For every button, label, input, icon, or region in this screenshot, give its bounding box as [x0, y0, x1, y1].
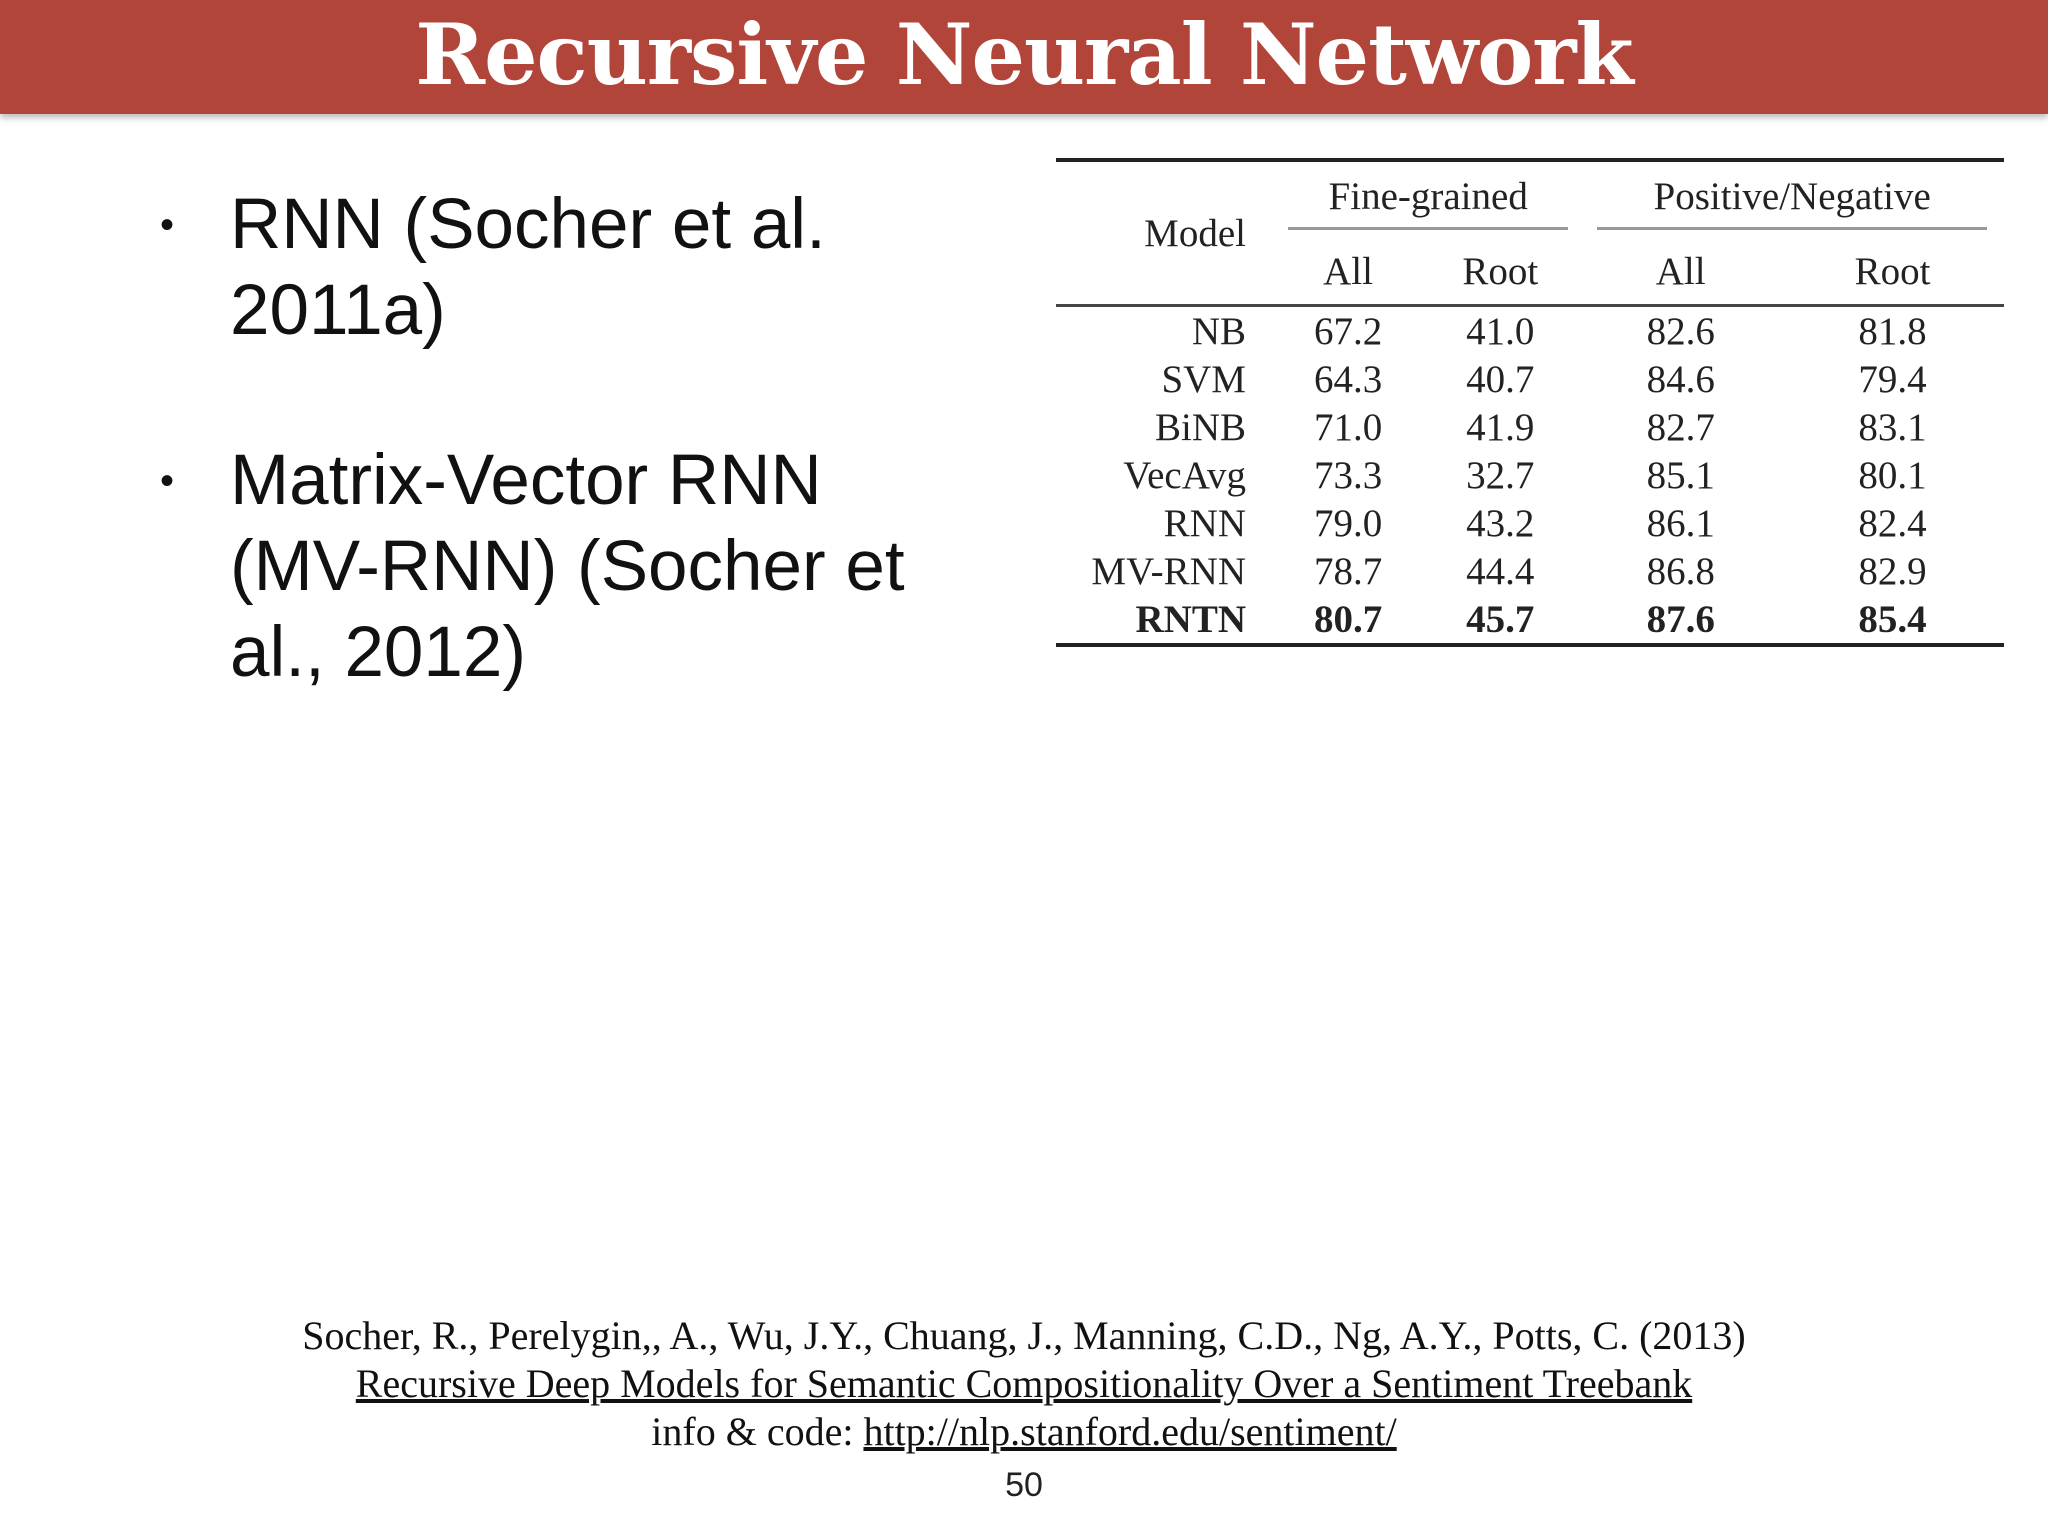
table-body: [1056, 306, 2004, 646]
page-number: 50: [1005, 1466, 1043, 1504]
table-row: [1056, 595, 2004, 645]
value-cell: 81.8: [1858, 309, 1927, 353]
value-cell: 85.1: [1646, 453, 1715, 497]
value-cell: 84.6: [1646, 357, 1715, 401]
bullet-text: Matrix-Vector RNN (MV-RNN) (Socher et al., 2012): [230, 441, 905, 692]
slide-title: Recursive Neural Network: [415, 4, 1633, 104]
value-cell: 43.2: [1466, 501, 1535, 545]
info-label: info & code:: [651, 1409, 864, 1454]
value-cell: 82.7: [1646, 405, 1715, 449]
bullet-item: [150, 438, 990, 696]
value-cell: 86.1: [1646, 501, 1715, 545]
value-cell: 67.2: [1313, 309, 1383, 353]
value-cell: 44.4: [1466, 549, 1535, 593]
bullet-list: [150, 182, 990, 780]
model-name-cell: RNN: [1163, 501, 1246, 545]
table-row: [1056, 306, 2004, 356]
model-header: Model: [1144, 211, 1246, 255]
value-cell: 79.4: [1858, 357, 1927, 401]
bullet-text: RNN (Socher et al. 2011a): [230, 185, 826, 350]
value-cell: 80.7: [1313, 597, 1383, 641]
model-name-cell: SVM: [1161, 357, 1246, 401]
value-cell: 87.6: [1646, 597, 1715, 641]
title-bar: [0, 0, 2048, 114]
model-name-cell: VecAvg: [1123, 453, 1246, 497]
citation-url-link[interactable]: http://nlp.stanford.edu/sentiment/: [863, 1409, 1397, 1454]
value-cell: 45.7: [1466, 597, 1535, 641]
subheader-root: Root: [1462, 249, 1539, 293]
table-row: [1056, 499, 2004, 547]
value-cell: 41.9: [1466, 405, 1535, 449]
model-name-cell: RNTN: [1135, 597, 1246, 641]
citation-authors: Socher, R., Perelygin,, A., Wu, J.Y., Chuang, J., Manning, C.D., Ng, A.Y., Potts, C. (2013): [302, 1313, 1746, 1358]
bullet-dot-icon: •: [160, 203, 175, 247]
citation-info-line: [0, 1408, 2048, 1456]
citation: [0, 1312, 2048, 1456]
value-cell: 40.7: [1466, 357, 1535, 401]
subheader-root: Root: [1854, 249, 1931, 293]
subheader-all: All: [1655, 249, 1706, 293]
bullet-dot-icon: •: [160, 459, 175, 503]
value-cell: 41.0: [1466, 309, 1535, 353]
table-row: [1056, 451, 2004, 499]
value-cell: 82.4: [1858, 501, 1927, 545]
value-cell: 64.3: [1313, 357, 1383, 401]
value-cell: 82.6: [1646, 309, 1715, 353]
value-cell: 83.1: [1858, 405, 1927, 449]
value-cell: 78.7: [1313, 549, 1383, 593]
model-name-cell: BiNB: [1154, 405, 1246, 449]
subheader-all: All: [1323, 249, 1373, 293]
table-row: [1056, 355, 2004, 403]
citation-paper-link[interactable]: Recursive Deep Models for Semantic Compositionality Over a Sentiment Treebank: [355, 1361, 1693, 1406]
value-cell: 79.0: [1313, 501, 1383, 545]
bullet-item: [150, 182, 990, 354]
value-cell: 82.9: [1858, 549, 1927, 593]
value-cell: 86.8: [1646, 549, 1715, 593]
table-row: [1056, 547, 2004, 595]
value-cell: 32.7: [1466, 453, 1535, 497]
value-cell: 73.3: [1313, 453, 1383, 497]
table-row: [1056, 403, 2004, 451]
group-header-positive-negative: Positive/Negative: [1580, 160, 2004, 230]
results-table-container: [1056, 158, 2004, 647]
value-cell: 80.1: [1858, 453, 1927, 497]
value-cell: 85.4: [1858, 597, 1927, 641]
model-name-cell: NB: [1191, 309, 1246, 353]
results-table: [1056, 158, 2004, 647]
value-cell: 71.0: [1313, 405, 1383, 449]
group-header-fine-grained: Fine-grained: [1276, 160, 1580, 230]
model-name-cell: MV-RNN: [1091, 549, 1246, 593]
